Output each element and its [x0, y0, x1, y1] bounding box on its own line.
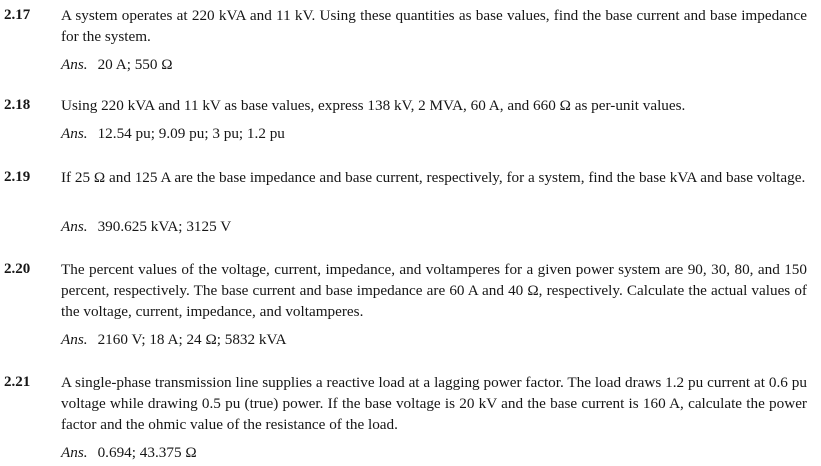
problem-number: 2.17 [4, 7, 31, 23]
answer [61, 442, 197, 463]
answer-label: Ans. [61, 125, 88, 142]
answer-value: 20 A; 550 Ω [97, 56, 173, 73]
answer-value: 390.625 kVA; 3125 V [97, 218, 232, 235]
problem-text: The percent values of the voltage, current, impedance, and voltamperes for a given power system are 90, 30, 80, and 150 percent, respectively. The base current and base impedance are 60 A and 40 Ω, respectively. Calculate the actual values of the voltage, current, impedance, and voltamperes. [61, 261, 807, 320]
problem-number: 2.20 [4, 261, 31, 277]
answer-value: 2160 V; 18 A; 24 Ω; 5832 kVA [97, 331, 287, 348]
answer-value: 0.694; 43.375 Ω [97, 444, 197, 461]
problem-number: 2.21 [4, 374, 31, 390]
problem-number: 2.18 [4, 97, 31, 113]
answer-label: Ans. [61, 218, 88, 235]
answer-label: Ans. [61, 56, 88, 73]
answer-label: Ans. [61, 331, 88, 348]
answer-label: Ans. [61, 444, 88, 461]
answer [61, 216, 231, 237]
answer [61, 329, 287, 350]
problem-text: A system operates at 220 kVA and 11 kV. Using these quantities as base values, find the base current and base impedance for the system. [61, 7, 807, 45]
answer [61, 123, 285, 144]
problem-text: Using 220 kVA and 11 kV as base values, express 138 kV, 2 MVA, 60 A, and 660 Ω as per-unit values. [61, 97, 686, 114]
answer-value: 12.54 pu; 9.09 pu; 3 pu; 1.2 pu [97, 125, 285, 142]
problem-text: If 25 Ω and 125 A are the base impedance and base current, respectively, for a system, find the base kVA and base voltage. [61, 169, 806, 186]
problem-number: 2.19 [4, 169, 31, 185]
answer [61, 54, 173, 75]
problem-text: A single-phase transmission line supplies a reactive load at a lagging power factor. The load draws 1.2 pu current at 0.6 pu voltage while drawing 0.5 pu (true) power. If the base voltage is 20 kV and the base current is 160 A, calculate the power factor and the ohmic value of the resistance of the load. [61, 374, 807, 433]
